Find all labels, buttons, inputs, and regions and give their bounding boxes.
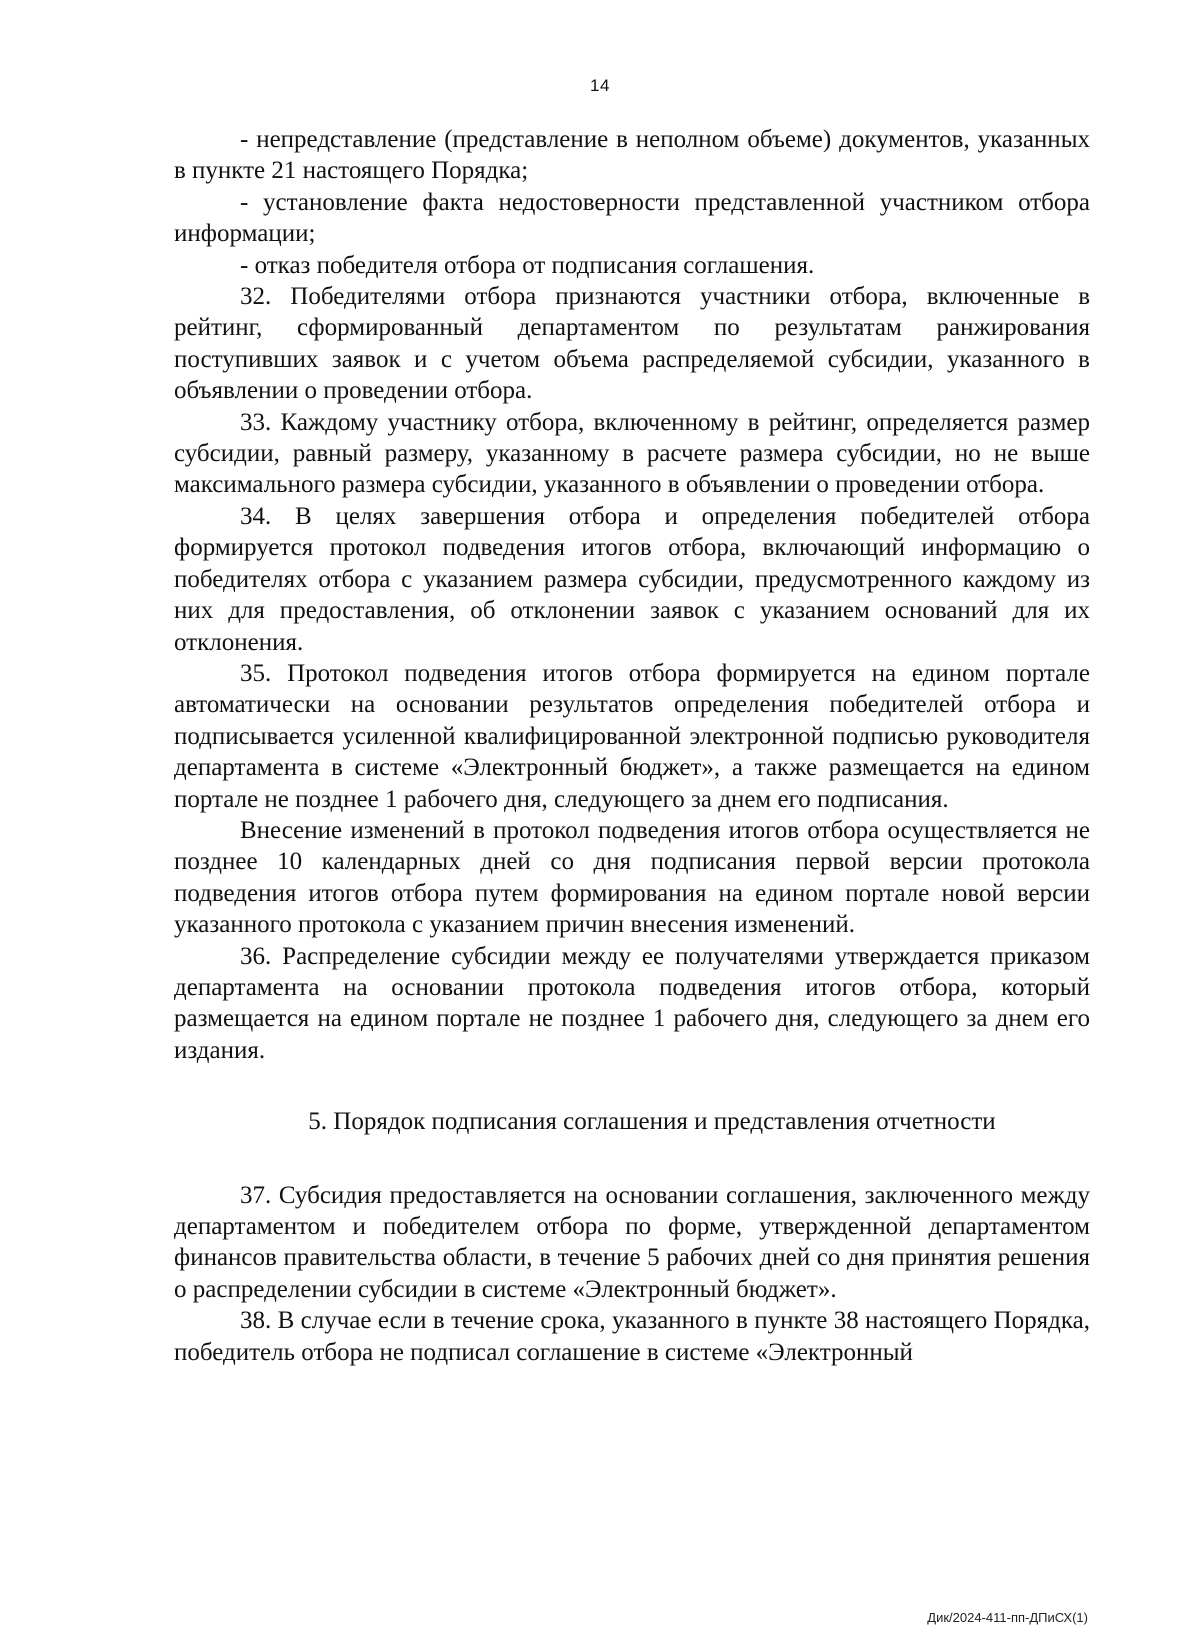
paragraph-37: 37. Субсидия предоставляется на основании соглашения, заключенного между департаментом и победителем отбора по форме, утвержденной департаментом финансов правительства области, в течение 5 рабочих дней со дня принятия решения о распределении субсидии в системе «Электронный бюджет». [174,1181,1090,1303]
paragraph-36: 36. Распределение субсидии между ее получателями утверждается приказом департамента на основании протокола подведения итогов отбора, который размещается на едином портале не позднее 1 рабочего дня, следующего за днем его издания. [174,942,1090,1064]
paragraph-34: 34. В целях завершения отбора и определения победителей отбора формируется протокол подведения итогов отбора, включающий информацию о победителях отбора с указанием размера субсидии, предусмотренного каждому из них для предоставления, об отклонении заявок с указанием оснований для их отклонения. [174,502,1090,656]
paragraph: - установление факта недостоверности представленной участником отбора информации; [174,188,1090,248]
section-heading: 5. Порядок подписания соглашения и представления отчетности [308,1108,996,1136]
paragraph: - непредставление (представление в неполном объеме) документов, указанных в пункте 21 настоящего Порядка; [174,126,1090,185]
paragraph-33: 33. Каждому участнику отбора, включенному в рейтинг, определяется размер субсидии, равный размеру, указанному в расчете размера субсидии, но не выше максимального размера субсидии, указанного в объявлении о проведении отбора. [174,408,1090,499]
paragraph-35-amendments: Внесение изменений в протокол подведения итогов отбора осуществляется не позднее 10 календарных дней со дня подписания первой версии протокола подведения итогов отбора путем формирования на едином портале новой версии указанного протокола с указанием причин внесения изменений. [174,816,1090,939]
document-body [174,124,1090,1368]
paragraph-35: 35. Протокол подведения итогов отбора формируется на едином портале автоматически на основании результатов определения победителей отбора и подписывается усиленной квалифицированной электронной подписью руководителя департамента в системе «Электронный бюджет», а также размещается на едином портале не позднее 1 рабочего дня, следующего за днем его подписания. [174,659,1090,813]
paragraph-32: 32. Победителями отбора признаются участники отбора, включенные в рейтинг, сформированный департаментом по результатам ранжирования поступивших заявок и с учетом объема распределяемой субсидии, указанного в объявлении о проведении отбора. [174,283,1090,405]
paragraph-38: 38. В случае если в течение срока, указанного в пункте 38 настоящего Порядка, победитель отбора не подписал соглашение в системе «Электронный [174,1307,1090,1366]
page-number: 14 [590,76,610,95]
document-code: Дик/2024-411-пп-ДПиСХ(1) [927,1610,1088,1625]
paragraph: - отказ победителя отбора от подписания соглашения. [240,251,815,279]
